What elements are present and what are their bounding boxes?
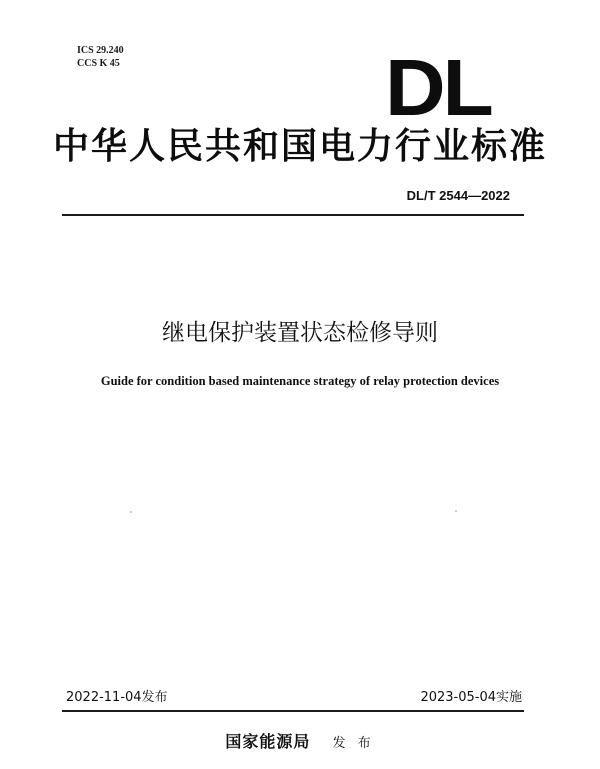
issue-date: 2022-11-04发布 bbox=[66, 690, 168, 705]
implementation-date: 2023-05-04实施 bbox=[420, 690, 522, 705]
classification-codes bbox=[77, 44, 124, 70]
dl-logo: DL bbox=[385, 43, 491, 132]
scan-speck bbox=[130, 511, 132, 513]
industry-standard-title: 中华人民共和国电力行业标准 bbox=[52, 126, 547, 167]
publisher-name: 国家能源局 bbox=[225, 732, 311, 751]
scan-speck bbox=[455, 510, 457, 512]
document-title-chinese: 继电保护装置状态检修导则 bbox=[162, 320, 438, 346]
publish-label: 发 布 bbox=[332, 736, 375, 751]
document-title-english: Guide for condition based maintenance strategy of relay protection devices bbox=[100, 374, 500, 388]
ics-code: ICS 29.240 bbox=[77, 45, 124, 56]
footer-divider bbox=[62, 710, 524, 712]
publisher-line bbox=[0, 732, 600, 754]
ccs-code: CCS K 45 bbox=[77, 58, 120, 69]
header-divider bbox=[62, 214, 524, 216]
standard-number: DL/T 2544—2022 bbox=[406, 188, 510, 203]
